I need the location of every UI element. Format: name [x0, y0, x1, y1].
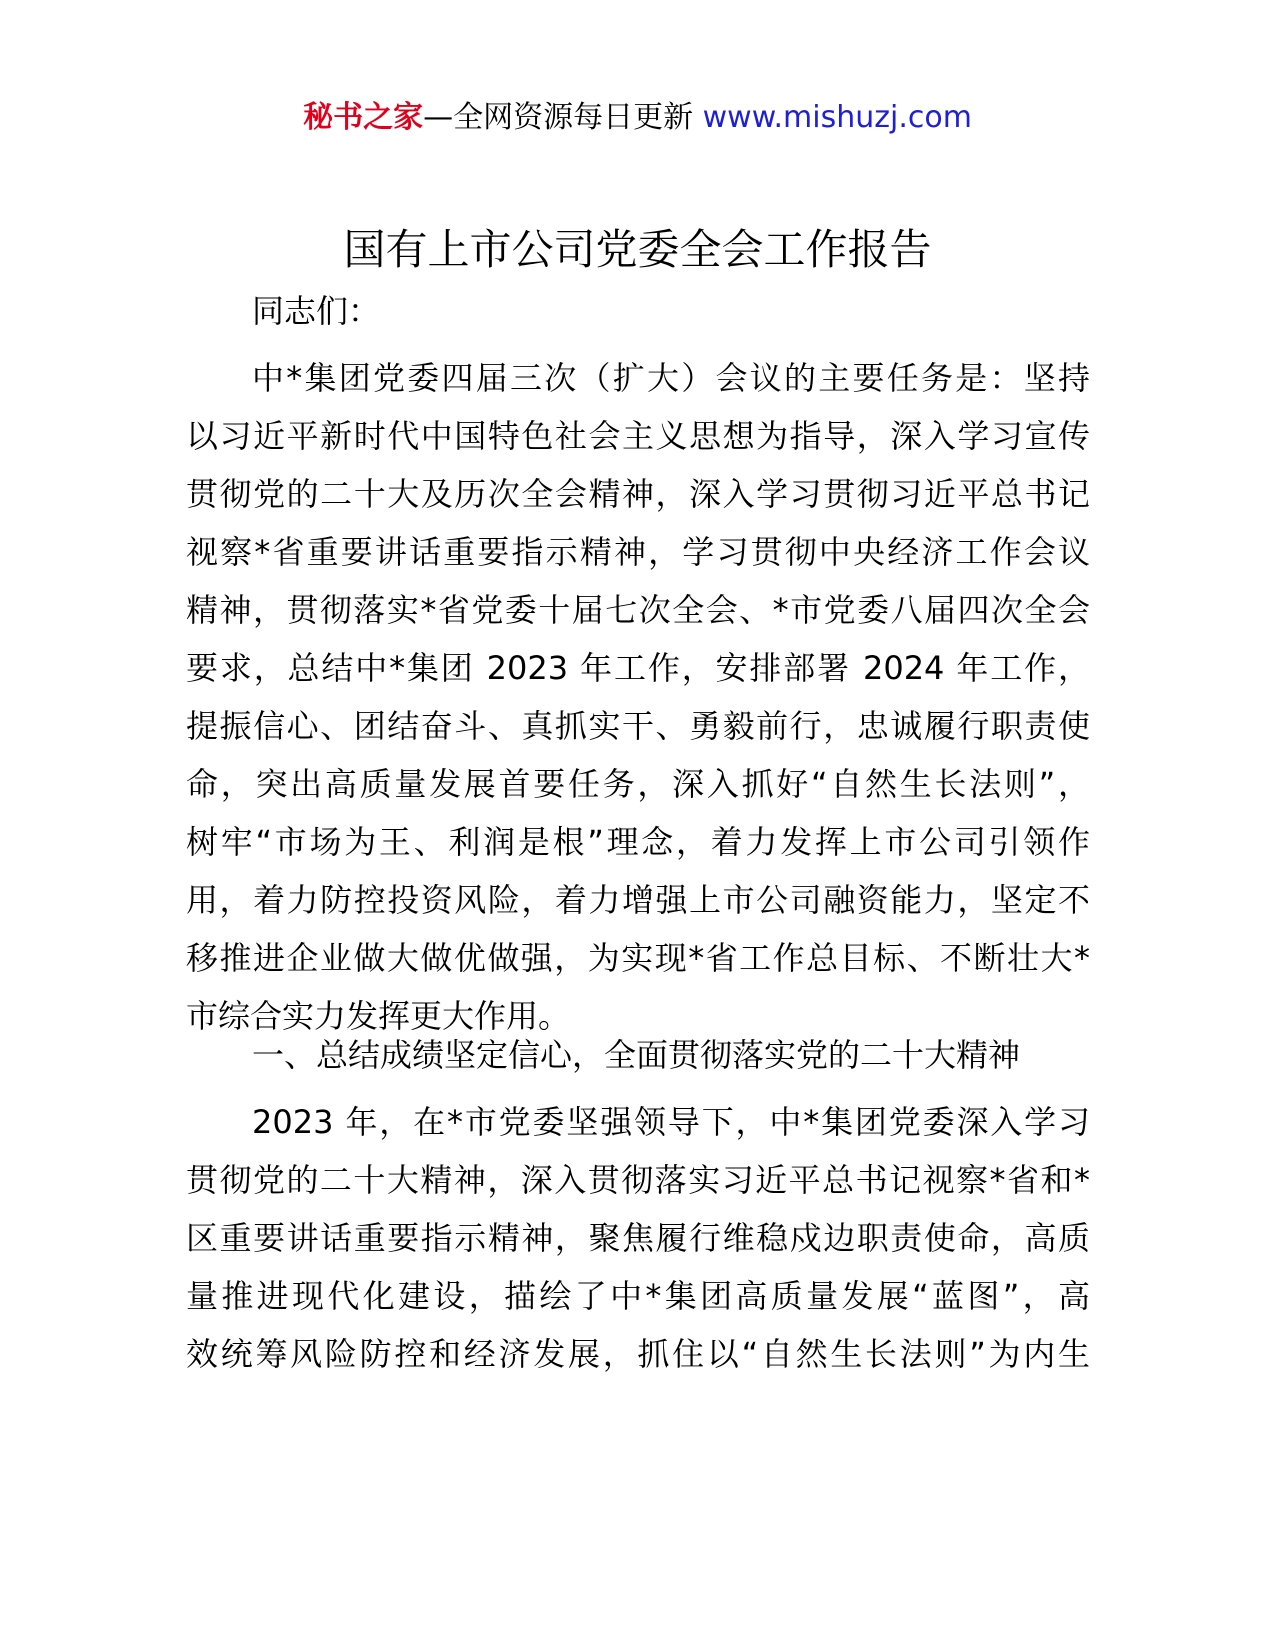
site-brand: 秘书之家	[303, 100, 424, 135]
paragraph-line: 视察*省重要讲话重要指示精神，学习贯彻中央经济工作会议	[186, 533, 1090, 571]
paragraph-1	[186, 349, 1090, 1045]
document-title: 国有上市公司党委全会工作报告	[343, 225, 932, 274]
paragraph-line: 2023 年，在*市党委坚强领导下，中*集团党委深入学习	[252, 1103, 1090, 1141]
paragraph-line: 精神，贯彻落实*省党委十届七次全会、*市党委八届四次全会	[186, 591, 1090, 629]
paragraph-line: 贯彻党的二十大精神，深入贯彻落实习近平总书记视察*省和*	[186, 1161, 1090, 1199]
paragraph-line: 用，着力防控投资风险，着力增强上市公司融资能力，坚定不	[186, 881, 1090, 919]
paragraph-line: 市综合实力发挥更大作用。	[186, 997, 571, 1035]
site-tagline: —全网资源每日更新	[423, 100, 703, 135]
paragraph-line: 量推进现代化建设，描绘了中*集团高质量发展“蓝图”，高	[186, 1277, 1090, 1315]
paragraph-line: 要求，总结中*集团 2023 年工作，安排部署 2024 年工作，	[186, 649, 1090, 687]
paragraph-line: 移推进企业做大做优做强，为实现*省工作总目标、不断壮大*	[186, 939, 1090, 977]
paragraph-line: 效统筹风险防控和经济发展，抓住以“自然生长法则”为内生	[186, 1335, 1090, 1373]
paragraph-line: 命，突出高质量发展首要任务，深入抓好“自然生长法则”，	[186, 765, 1090, 803]
salutation-block	[186, 282, 1090, 340]
paragraph-line: 以习近平新时代中国特色社会主义思想为指导，深入学习宣传	[186, 417, 1090, 455]
paragraph-line: 中*集团党委四届三次（扩大）会议的主要任务是：坚持	[252, 359, 1090, 397]
section-heading: 一、总结成绩坚定信心，全面贯彻落实党的二十大精神	[252, 1036, 1021, 1074]
paragraph-line: 贯彻党的二十大及历次全会精神，深入学习贯彻习近平总书记	[186, 475, 1090, 513]
site-header	[0, 98, 1275, 138]
paragraph-line: 树牢“市场为王、利润是根”理念，着力发挥上市公司引领作	[186, 823, 1090, 861]
section-1-heading-block	[186, 1026, 1090, 1084]
paragraph-2	[186, 1093, 1090, 1383]
salutation: 同志们：	[252, 292, 381, 330]
paragraph-line: 提振信心、团结奋斗、真抓实干、勇毅前行，忠诚履行职责使	[186, 707, 1090, 745]
paragraph-line: 区重要讲话重要指示精神，聚焦履行维稳戍边职责使命，高质	[186, 1219, 1090, 1257]
site-url-link[interactable]: www.mishuzj.com	[702, 100, 972, 135]
